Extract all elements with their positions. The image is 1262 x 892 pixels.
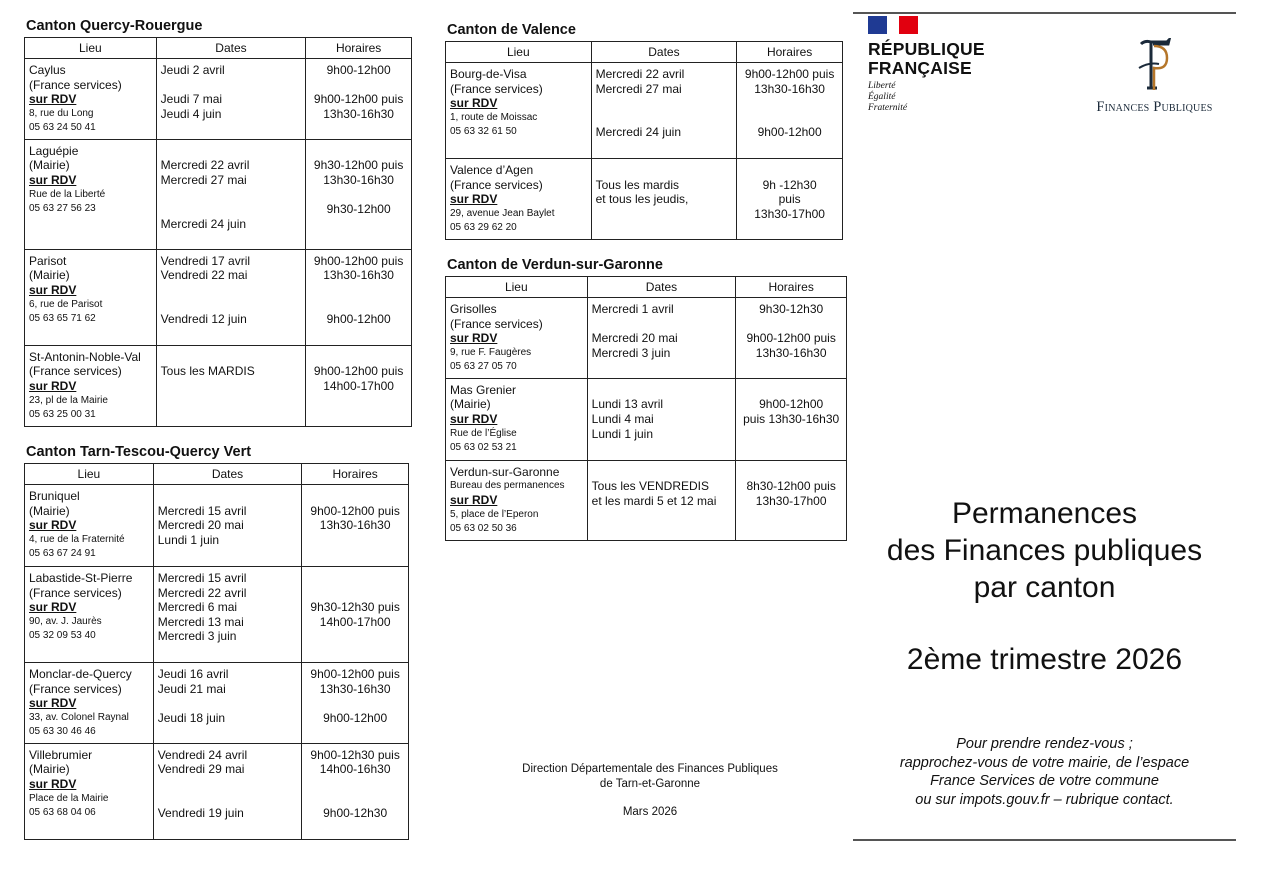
location-phone: 05 63 02 53 21 [450,441,517,453]
location-phone: 05 63 29 62 20 [450,221,517,233]
dates-cell: Jeudi 16 avril Jeudi 21 mai Jeudi 18 juin [153,663,302,744]
fp-logo-text: Finances Publiques [1096,99,1213,115]
document-title: Permanences des Finances publiques par canton [886,497,1203,604]
ddfip-footer [480,762,820,791]
header-horaires: Horaires [737,42,843,63]
hours-cell: 9h00-12h00 puis 13h30-16h30 9h00-12h00 [302,663,409,744]
location-type: (France services) [450,177,543,192]
table-row [25,345,412,426]
table-row [446,159,843,240]
table-row [25,249,412,345]
header-dates: Dates [153,464,302,485]
table-row [446,63,843,159]
location-type: (France services) [450,81,543,96]
location-cell [25,663,154,744]
location-phone: 05 63 24 50 41 [29,121,96,133]
hours-cell: 9h00-12h00 puis 14h00-17h00 [306,345,412,426]
location-type: (France services) [29,681,122,696]
table-header-row [446,277,847,298]
table-row [446,298,847,379]
location-cell [25,345,157,426]
rdv-note: sur RDV [29,92,77,107]
location-address: 4, rue de la Fraternité [29,533,125,545]
canton-title: Canton de Verdun-sur-Garonne [447,257,663,273]
hours-cell: 9h30-12h30 9h00-12h00 puis 13h30-16h30 [736,298,847,379]
location-cell [446,298,588,379]
location-type: (France services) [29,364,122,379]
rdv-note: sur RDV [29,518,77,533]
schedule-table [24,463,409,840]
table-row [25,743,409,839]
document-subtitle: 2ème trimestre 2026 [906,643,1183,676]
table-header-row [446,42,843,63]
ddfip-line2: de Tarn-et-Garonne [599,777,701,790]
location-address: 29, avenue Jean Baylet [450,207,555,219]
location-phone: 05 63 27 05 70 [450,360,517,372]
dates-cell: Tous les MARDIS [156,345,306,426]
location-cell [446,460,588,540]
republique-francaise-logo [868,16,985,114]
location-name: Villebrumier [29,747,93,762]
hours-cell: 8h30-12h00 puis 13h30-17h00 [736,460,847,540]
rdv-note: sur RDV [450,96,498,111]
location-cell [25,249,157,345]
location-cell [446,378,588,460]
header-lieu: Lieu [446,42,592,63]
canton-valence [445,21,843,240]
location-type: (Mairie) [29,762,70,777]
table-row [25,663,409,744]
hours-cell: 9h -12h30 puis 13h30-17h00 [737,159,843,240]
location-cell [25,567,154,663]
location-name: Bourg-de-Visa [450,67,527,81]
rdv-note: sur RDV [29,600,77,615]
hours-cell: 9h00-12h00 puis 13h30-16h30 [302,485,409,567]
location-address: 5, place de l’Eperon [450,508,539,520]
location-cell [25,743,154,839]
dates-cell: Jeudi 2 avril Jeudi 7 mai Jeudi 4 juin [156,59,306,140]
table-row [25,567,409,663]
table-row [446,378,847,460]
location-address: Rue de la Liberté [29,188,106,200]
hours-cell: 9h30-12h30 puis 14h00-17h00 [302,567,409,663]
location-phone: 05 63 67 24 91 [29,547,96,559]
canton-quercy-rouergue [24,17,412,427]
location-type: (France services) [450,316,543,331]
finances-publiques-logo [1082,38,1227,116]
location-cell [25,59,157,140]
contact-info: Pour prendre rendez-vous ; rapprochez-vous de votre mairie, de l’espace France Services de votre commune ou sur impots.gouv.fr – rubrique contact. [899,736,1190,808]
rdv-note: sur RDV [29,282,77,297]
location-type: (Mairie) [450,397,491,412]
marianne-flag-icon [868,16,918,34]
location-address: 1, route de Moissac [450,111,538,123]
location-name: Valence d’Agen [450,163,534,177]
location-type: (Mairie) [29,158,70,173]
location-address: 6, rue de Parisot [29,298,103,310]
rf-motto: Liberté Égalité Fraternité [868,81,908,113]
bottom-divider [853,839,1236,841]
table-row [25,139,412,249]
location-name: St-Antonin-Noble-Val [29,349,141,364]
location-address: 23, pl de la Mairie [29,394,108,406]
hours-cell: 9h00-12h00 puis 13h30-16h30 9h00-12h00 [306,249,412,345]
rdv-note: sur RDV [29,378,77,393]
header-lieu: Lieu [25,464,154,485]
top-divider [853,12,1236,14]
dates-cell: Lundi 13 avril Lundi 4 mai Lundi 1 juin [587,378,736,460]
rdv-note: sur RDV [450,192,498,207]
location-address: 9, rue F. Faugères [450,346,532,358]
rdv-note: sur RDV [29,776,77,791]
canton-verdun-sur-garonne [445,256,847,541]
schedule-table [24,37,412,427]
table-header-row [25,464,409,485]
rdv-note: sur RDV [450,331,498,346]
location-address: 8, rue du Long [29,107,94,119]
location-name: Monclar-de-Quercy [29,667,132,681]
rdv-note: sur RDV [29,696,77,711]
dates-cell: Mercredi 15 avril Mercredi 22 avril Mercredi 6 mai Mercredi 13 mai Mercredi 3 juin [153,567,302,663]
header-horaires: Horaires [306,38,412,59]
location-phone: 05 63 32 61 50 [450,125,517,137]
location-phone: 05 63 65 71 62 [29,312,96,324]
header-lieu: Lieu [25,38,157,59]
location-address: 33, av. Colonel Raynal [29,711,129,723]
publication-date: Mars 2026 [622,806,678,818]
ddfip-line1: Direction Départementale des Finances Publiques [522,763,778,775]
dates-cell: Mercredi 15 avril Mercredi 20 mai Lundi 1 juin [153,485,302,567]
location-type: Bureau des permanences [450,480,565,492]
table-row [25,485,409,567]
schedule-table [445,41,843,240]
rdv-note: sur RDV [450,493,498,508]
location-name: Caylus [29,63,66,77]
dates-cell: Vendredi 24 avril Vendredi 29 mai Vendredi 19 juin [153,743,302,839]
dates-cell: Tous les mardis et tous les jeudis, [591,159,737,240]
header-horaires: Horaires [302,464,409,485]
hours-cell: 9h00-12h00 puis 13h30-16h30 [736,378,847,460]
location-type: (France services) [29,585,122,600]
canton-title: Canton Quercy-Rouergue [26,18,203,34]
header-lieu: Lieu [446,277,588,298]
location-cell [446,63,592,159]
location-name: Laguépie [29,143,79,158]
dates-cell: Vendredi 17 avril Vendredi 22 mai Vendredi 12 juin [156,249,306,345]
rf-name: RÉPUBLIQUE FRANÇAISE [868,39,985,78]
location-address: Place de la Mairie [29,792,109,804]
location-phone: 05 63 02 50 36 [450,522,517,534]
location-name: Bruniquel [29,489,80,503]
location-phone: 05 63 30 46 46 [29,725,96,737]
location-phone: 05 63 25 00 31 [29,408,96,420]
location-type: (Mairie) [29,503,70,518]
location-cell [25,485,154,567]
schedule-table [445,276,847,541]
table-header-row [25,38,412,59]
location-cell [446,159,592,240]
table-row [446,460,847,540]
location-type: (France services) [29,77,122,92]
hours-cell: 9h30-12h00 puis 13h30-16h30 9h30-12h00 [306,139,412,249]
hours-cell: 9h00-12h00 puis 13h30-16h30 9h00-12h00 [737,63,843,159]
canton-title: Canton de Valence [447,22,576,38]
canton-tarn-tescou-quercy-vert [24,443,409,840]
hours-cell: 9h00-12h00 9h00-12h00 puis 13h30-16h30 [306,59,412,140]
canton-title: Canton Tarn-Tescou-Quercy Vert [26,444,252,460]
location-address: 90, av. J. Jaurès [29,615,102,627]
rdv-note: sur RDV [29,172,77,187]
location-name: Parisot [29,253,67,268]
header-dates: Dates [591,42,737,63]
dates-cell: Mercredi 1 avril Mercredi 20 mai Mercredi 3 juin [587,298,736,379]
table-row [25,59,412,140]
header-dates: Dates [587,277,736,298]
location-address: Rue de l’Église [450,427,517,439]
location-type: (Mairie) [29,268,70,283]
fp-monogram-icon [1135,38,1175,92]
location-name: Mas Grenier [450,382,517,397]
location-name: Grisolles [450,302,497,316]
location-name: Verdun-sur-Garonne [450,464,560,479]
location-name: Labastide-St-Pierre [29,571,133,585]
hours-cell: 9h00-12h30 puis 14h00-16h30 9h00-12h30 [302,743,409,839]
header-dates: Dates [156,38,306,59]
rdv-note: sur RDV [450,411,498,426]
location-phone: 05 63 68 04 06 [29,806,96,818]
dates-cell: Mercredi 22 avril Mercredi 27 mai Mercredi 24 juin [156,139,306,249]
location-phone: 05 32 09 53 40 [29,629,96,641]
header-horaires: Horaires [736,277,847,298]
location-cell [25,139,157,249]
location-phone: 05 63 27 56 23 [29,202,96,214]
dates-cell: Mercredi 22 avril Mercredi 27 mai Mercredi 24 juin [591,63,737,159]
dates-cell: Tous les VENDREDIS et les mardi 5 et 12 mai [587,460,736,540]
